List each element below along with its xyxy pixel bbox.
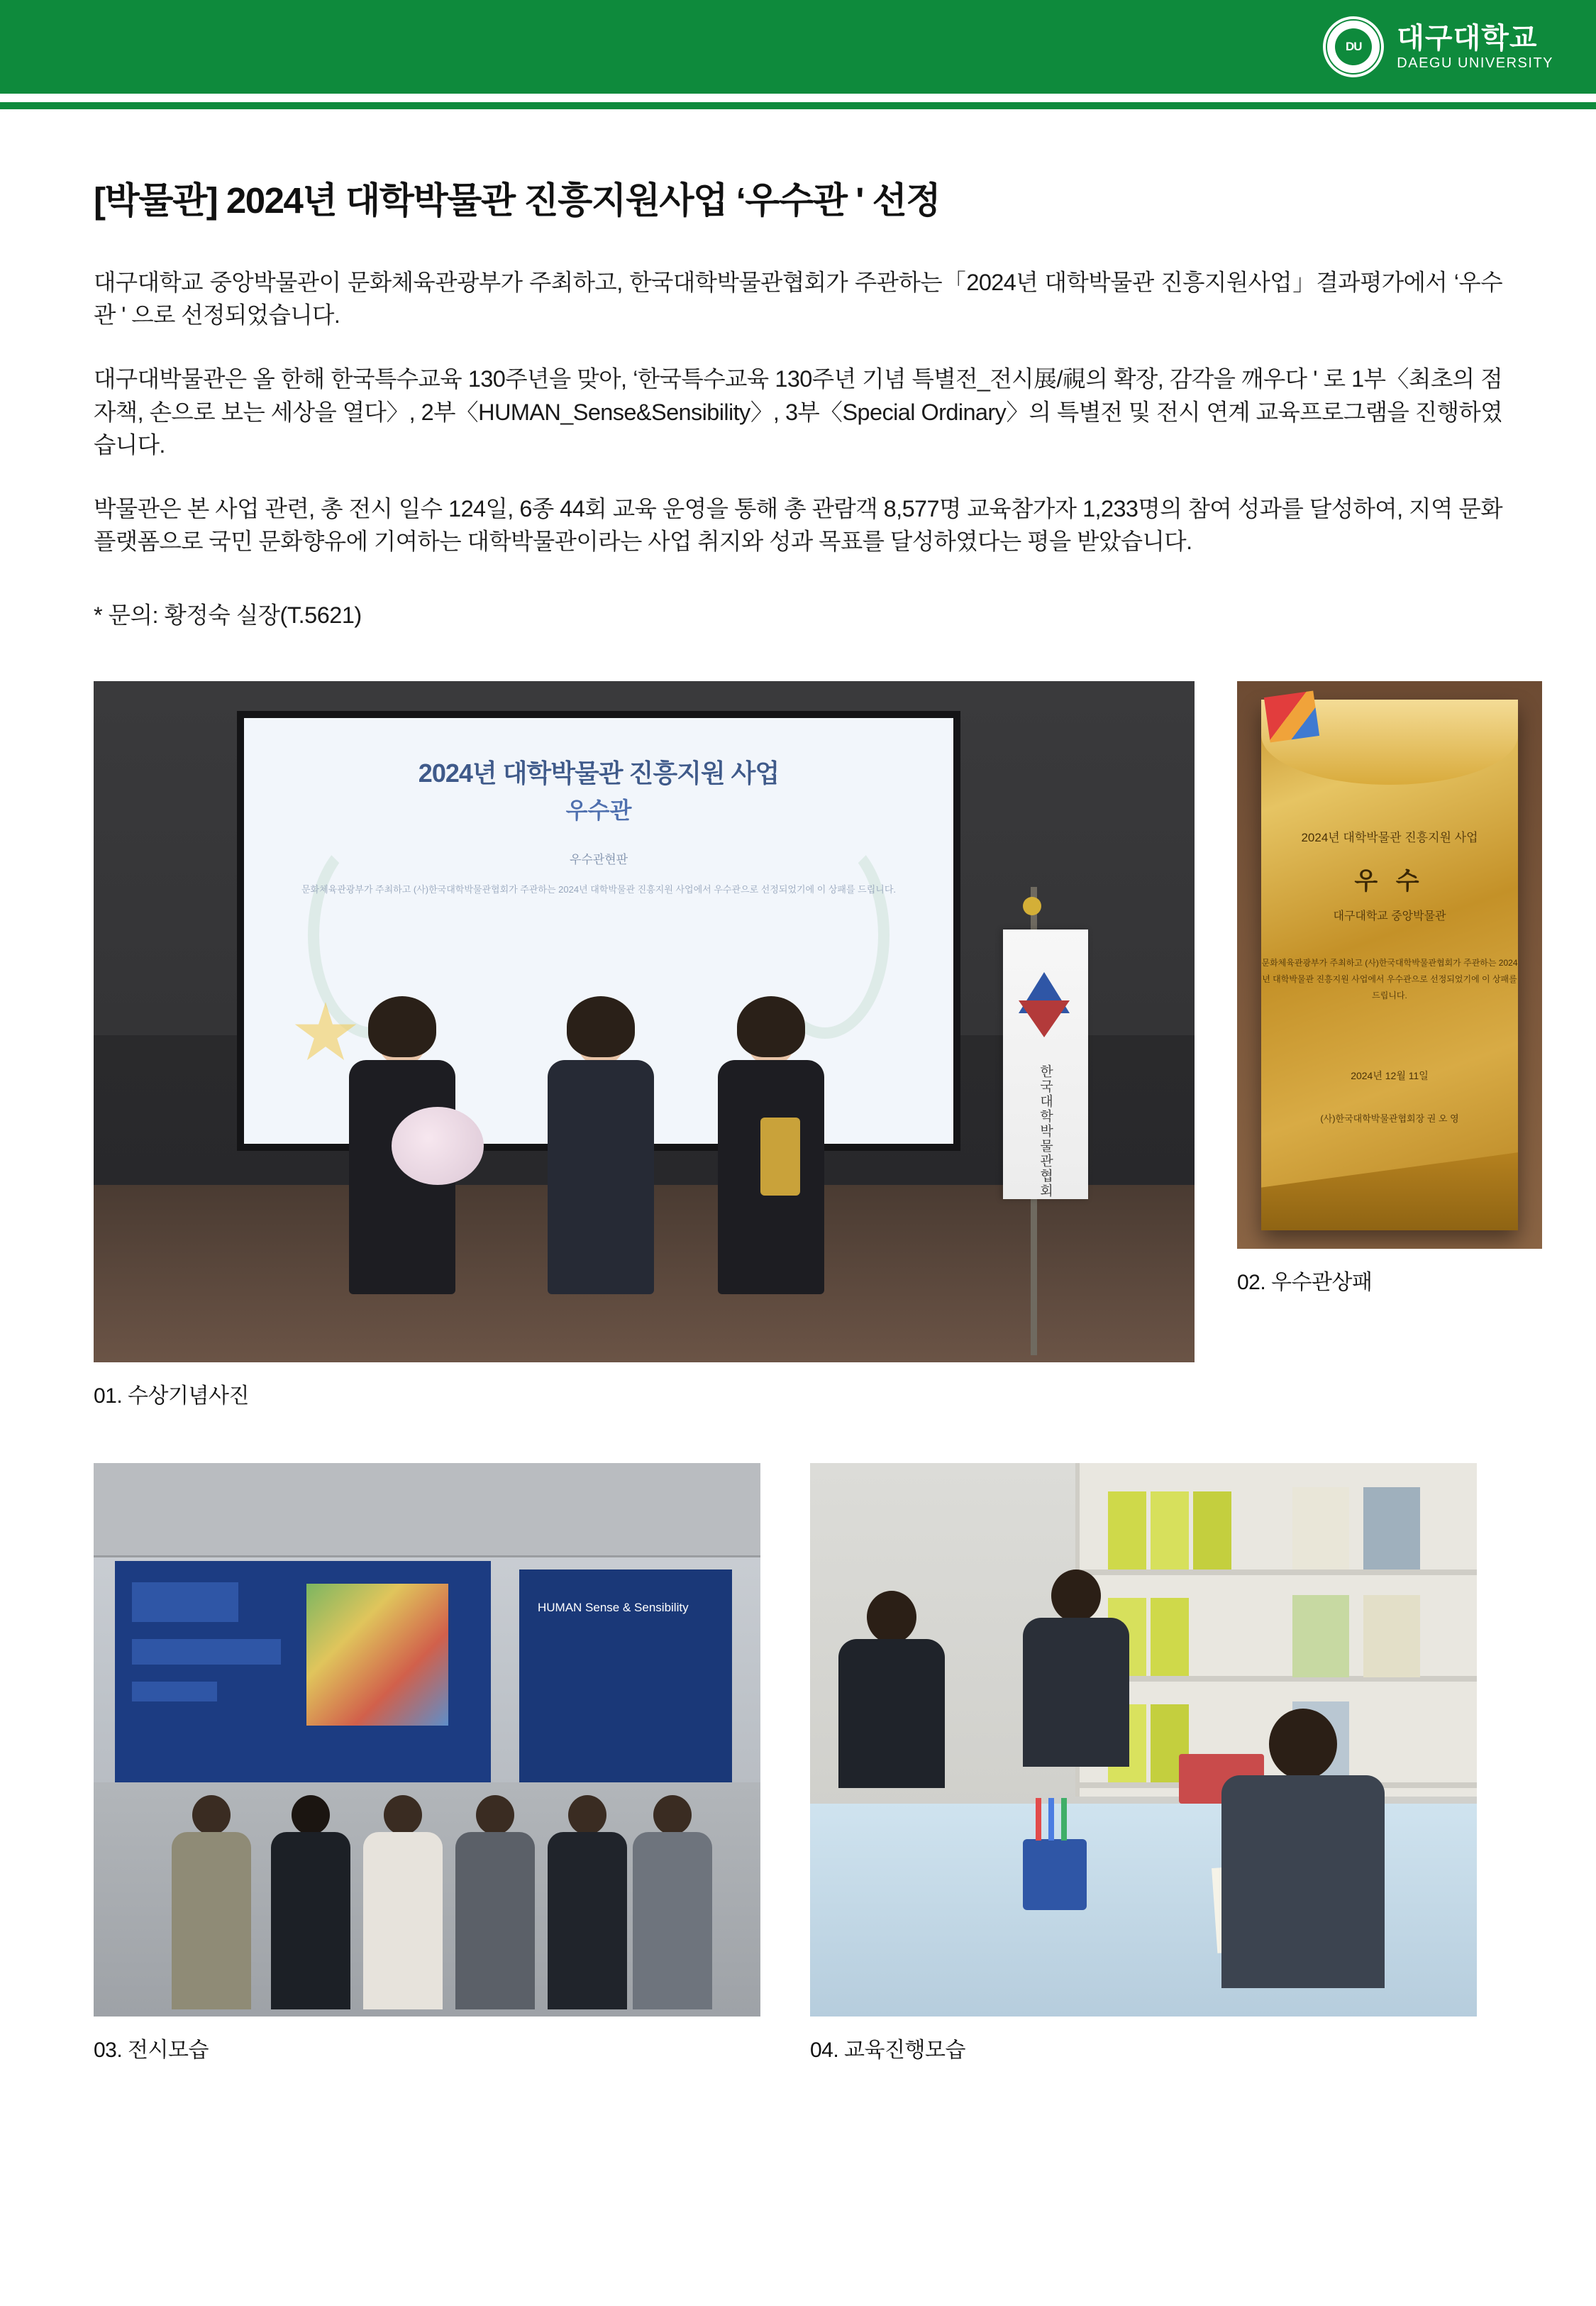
shelf-item <box>1193 1491 1231 1569</box>
figure-4-caption: 04. 교육진행모습 <box>810 2039 965 2063</box>
visitor-head <box>292 1795 330 1835</box>
logo-text-block <box>1397 23 1553 71</box>
slide-line-2: 우수관 <box>565 798 632 824</box>
visitor-6 <box>633 1795 712 2009</box>
visitor-head <box>476 1795 514 1835</box>
student-1 <box>838 1591 945 1788</box>
person-hair <box>368 996 436 1057</box>
person-head <box>377 1005 428 1066</box>
shelf-item <box>1292 1487 1349 1569</box>
slide-line-1: 2024년 대학박물관 진흥지원 사업 <box>418 758 780 788</box>
person-hair <box>567 996 635 1057</box>
paragraph-2: 대구대박물관은 올 한해 한국특수교육 130주년을 맞아, ‘한국특수교육 130주년 기념 특별전_전시展/視의 확장, 감각을 깨우다 ' 로 1부〈최초의 점자책, 손으로 보는 세상을 열다〉, 2부〈HUMAN_Sense&Sensibility〉, 3부〈Special Ordinary〉의 특별전 및 전시 연계 교육프로그램을 진행하였습니다. <box>94 366 1502 458</box>
pen-icon <box>1036 1798 1041 1841</box>
site-header <box>0 0 1596 94</box>
held-plaque-icon <box>760 1118 800 1196</box>
pen-icon <box>1061 1798 1067 1841</box>
shelf-rail-1 <box>1080 1569 1477 1575</box>
wall-graphic-1 <box>132 1582 238 1622</box>
wall-graphic-2 <box>132 1639 281 1665</box>
visitor-body <box>172 1832 251 2009</box>
student-head <box>1051 1569 1101 1622</box>
paragraph-3: 박물관은 본 사업 관련, 총 전시 일수 124일, 6종 44회 교육 운영을 통해 총 관람객 8,577명 교육참가자 1,233명의 참여 성과를 달성하여, 지역 문화플랫폼으로 국민 문화향유에 기여하는 대학박물관이라는 사업 취지와 성과 목표를 달성하였다는 평을 받았습니다. <box>94 495 1502 555</box>
slide-line-3: 우수관현판 <box>569 853 628 867</box>
association-flag <box>1003 929 1088 1199</box>
student-2 <box>1023 1569 1129 1767</box>
shelf-item <box>1292 1595 1349 1677</box>
student-body <box>838 1639 945 1788</box>
plaque-line-1: 2024년 대학박물관 진흥지원 사업 <box>1301 831 1478 845</box>
gallery-ceiling <box>94 1463 760 1557</box>
person-center <box>548 1005 654 1294</box>
shelf-item <box>1363 1487 1420 1569</box>
visitor-4 <box>455 1795 535 2009</box>
student-body <box>1023 1618 1129 1767</box>
shelf-item <box>1108 1491 1146 1569</box>
pen-holder <box>1023 1839 1087 1910</box>
student-body <box>1221 1775 1385 1988</box>
figure-1 <box>94 681 1195 1409</box>
flag-triangle-lower <box>1019 1000 1070 1037</box>
student-head <box>867 1591 916 1643</box>
shelf-item <box>1151 1491 1189 1569</box>
exhibition-panel-text: HUMAN Sense & Sensibility <box>538 1601 689 1615</box>
visitor-body <box>455 1832 535 2009</box>
document-body <box>0 179 1596 2063</box>
photo-award-ceremony <box>94 681 1195 1362</box>
seal-inner-text: DU <box>1335 28 1372 65</box>
photo-education-program <box>810 1463 1477 2017</box>
figure-3-caption: 03. 전시모습 <box>94 2039 209 2063</box>
flag-label: 한국대학박물관협회 <box>1038 1064 1053 1199</box>
plaque-line-4: 문화체육관광부가 주최하고 (사)한국대학박물관협회가 주관하는 2024년 대학박물관 진흥지원 사업에서 우수관으로 선정되었기에 이 상패를 드립니다. <box>1261 958 1518 1000</box>
figure-row-1 <box>94 681 1518 1409</box>
person-body <box>548 1060 654 1294</box>
university-seal-icon <box>1323 16 1384 77</box>
plaque-line-3: 대구대학교 중앙박물관 <box>1333 910 1446 923</box>
seal-ring <box>1326 19 1381 75</box>
visitor-5 <box>548 1795 627 2009</box>
figure-2-caption: 02. 우수관상패 <box>1237 1271 1373 1295</box>
plaque-line-6: (사)한국대학박물관협회장 권 오 영 <box>1320 1113 1459 1125</box>
plaque-line-5: 2024년 12월 11일 <box>1351 1070 1429 1082</box>
visitor-body <box>548 1832 627 2009</box>
plaque-board <box>1261 700 1518 1230</box>
wall-graphic-3 <box>132 1682 217 1701</box>
plaque-corner-tag-icon <box>1264 691 1319 743</box>
visitor-body <box>363 1832 443 2009</box>
contact-line: * 문의: 황정숙 실장(T.5621) <box>94 602 362 629</box>
artwork-collage <box>306 1584 448 1726</box>
person-head <box>746 1005 797 1066</box>
pen-icon <box>1048 1798 1054 1841</box>
figure-row-2 <box>94 1463 1502 2063</box>
visitor-body <box>271 1832 350 2009</box>
figure-4 <box>810 1463 1477 2063</box>
flag-finial-icon <box>1023 897 1041 915</box>
visitor-head <box>192 1795 231 1835</box>
figure-2 <box>1237 681 1542 1296</box>
photo-exhibition <box>94 1463 760 2017</box>
visitor-3 <box>363 1795 443 2009</box>
shelf-item <box>1363 1595 1420 1677</box>
person-head <box>575 1005 626 1066</box>
paragraph-1: 대구대학교 중앙박물관이 문화체육관광부가 주최하고, 한국대학박물관협회가 주관하는「2024년 대학박물관 진흥지원사업」결과평가에서 ‘우수관 ' 으로 선정되었습니다. <box>94 270 1502 329</box>
student-3 <box>1221 1709 1385 1988</box>
person-hair <box>737 996 805 1057</box>
shelf-item <box>1151 1598 1189 1676</box>
photo-award-plaque <box>1237 681 1542 1249</box>
logo-english-name: DAEGU UNIVERSITY <box>1397 55 1553 71</box>
figure-1-caption: 01. 수상기념사진 <box>94 1384 249 1408</box>
exhibition-panel <box>519 1569 732 1782</box>
plaque-ribbon-decoration <box>1261 1152 1518 1230</box>
bouquet-icon <box>392 1107 484 1185</box>
visitor-body <box>633 1832 712 2009</box>
figure-3 <box>94 1463 760 2063</box>
visitor-head <box>384 1795 422 1835</box>
visitor-2 <box>271 1795 350 2009</box>
header-accent-rule <box>0 102 1596 109</box>
header-spacer <box>0 94 1596 98</box>
plaque-line-2: 우 수 <box>1354 868 1425 895</box>
page-title: [박물관] 2024년 대학박물관 진흥지원사업 ‘우수관 ' 선정 <box>94 180 941 221</box>
visitor-1 <box>172 1795 251 2009</box>
logo-korean-name: 대구대학교 <box>1397 22 1538 54</box>
visitor-head <box>653 1795 692 1835</box>
visitor-head <box>568 1795 606 1835</box>
slide-line-4: 문화체육관광부가 주최하고 (사)한국대학박물관협회가 주관하는 2024년 대학박물관 진흥지원 사업에서 우수관으로 선정되었기에 이 상패를 드립니다. <box>301 884 896 895</box>
student-head <box>1269 1709 1337 1780</box>
university-logo <box>1323 16 1553 77</box>
